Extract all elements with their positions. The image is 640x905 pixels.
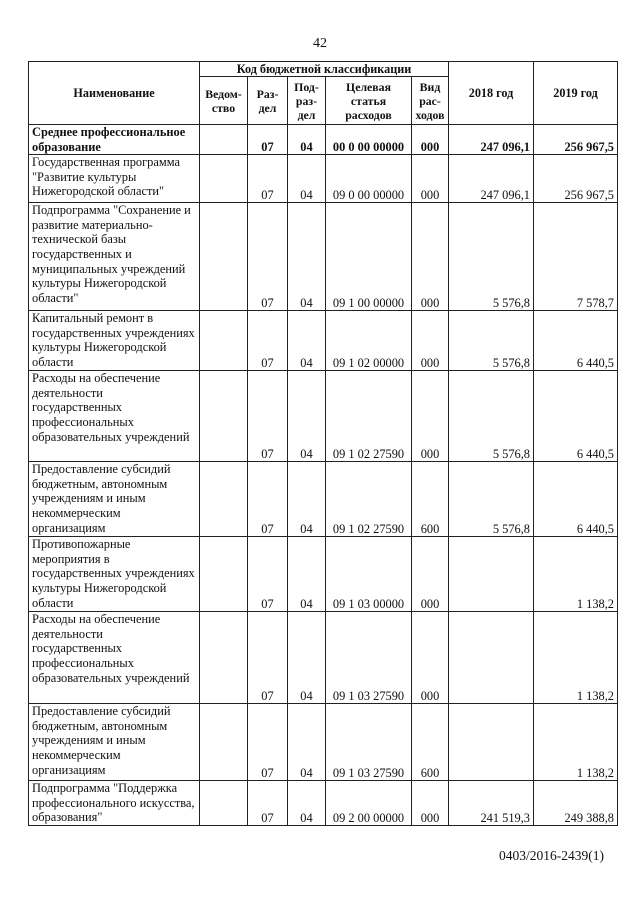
row-amount-2019-cell: 1 138,2 <box>534 704 618 781</box>
row-razdel-cell: 07 <box>248 704 288 781</box>
row-name-cell: Капитальный ремонт в государственных учреждениях культуры Нижегородской области <box>29 311 200 371</box>
row-razdel-cell: 07 <box>248 612 288 704</box>
row-expense-type-cell: 600 <box>412 704 449 781</box>
row-amount-2019-cell: 249 388,8 <box>534 781 618 826</box>
row-podrazdel-cell: 04 <box>288 371 326 462</box>
row-amount-2018-cell <box>449 704 534 781</box>
row-podrazdel-cell: 04 <box>288 537 326 612</box>
row-amount-2018-cell: 5 576,8 <box>449 203 534 311</box>
row-name-cell: Предоставление субсидий бюджетным, автономным учреждениям и иным некоммерческим организациям <box>29 462 200 537</box>
row-expense-type-cell: 000 <box>412 125 449 155</box>
row-name-cell: Государственная программа "Развитие культуры Нижегородской области" <box>29 155 200 203</box>
row-amount-2019-cell: 256 967,5 <box>534 155 618 203</box>
row-amount-2018-cell: 247 096,1 <box>449 125 534 155</box>
table-row <box>29 704 618 781</box>
row-vedomstvo-cell <box>200 612 248 704</box>
row-amount-2018-cell <box>449 612 534 704</box>
row-amount-2019-cell: 7 578,7 <box>534 203 618 311</box>
table-row <box>29 203 618 311</box>
row-razdel-cell: 07 <box>248 203 288 311</box>
row-target-article-cell: 09 1 03 00000 <box>326 537 412 612</box>
row-amount-2019-cell: 6 440,5 <box>534 311 618 371</box>
row-podrazdel-cell: 04 <box>288 612 326 704</box>
row-amount-2019-cell: 256 967,5 <box>534 125 618 155</box>
row-vedomstvo-cell <box>200 704 248 781</box>
row-name-cell: Противопожарные мероприятия в государственных учреждениях культуры Нижегородской области <box>29 537 200 612</box>
row-amount-2018-cell: 247 096,1 <box>449 155 534 203</box>
table-row <box>29 311 618 371</box>
row-name-cell: Среднее профессиональное образование <box>29 125 200 155</box>
row-expense-type-cell: 600 <box>412 462 449 537</box>
row-razdel-cell: 07 <box>248 462 288 537</box>
row-amount-2018-cell: 5 576,8 <box>449 371 534 462</box>
row-podrazdel-cell: 04 <box>288 203 326 311</box>
header-target-article: Целевая статья расходов <box>326 77 412 125</box>
table-row <box>29 371 618 462</box>
row-amount-2018-cell <box>449 537 534 612</box>
row-name-cell: Расходы на обеспечение деятельности государственных профессиональных образовательных учреждений <box>29 612 200 704</box>
row-razdel-cell: 07 <box>248 311 288 371</box>
header-expense-type: Вид рас-ходов <box>412 77 449 125</box>
header-podrazdel: Под-раз-дел <box>288 77 326 125</box>
header-year-2018: 2018 год <box>449 62 534 125</box>
row-target-article-cell: 09 1 03 27590 <box>326 704 412 781</box>
row-vedomstvo-cell <box>200 155 248 203</box>
row-razdel-cell: 07 <box>248 537 288 612</box>
row-razdel-cell: 07 <box>248 125 288 155</box>
row-name-cell: Подпрограмма "Поддержка профессионального искусства, образования" <box>29 781 200 826</box>
row-target-article-cell: 09 1 00 00000 <box>326 203 412 311</box>
row-target-article-cell: 09 2 00 00000 <box>326 781 412 826</box>
row-target-article-cell: 09 1 02 27590 <box>326 462 412 537</box>
row-expense-type-cell: 000 <box>412 311 449 371</box>
row-expense-type-cell: 000 <box>412 155 449 203</box>
header-budget-code-group: Код бюджетной классификации <box>200 62 449 77</box>
row-vedomstvo-cell <box>200 537 248 612</box>
row-name-cell: Подпрограмма "Сохранение и развитие материально-технической базы государственных и муниципальных учреждений культуры Нижегородской области" <box>29 203 200 311</box>
header-vedomstvo: Ведом-ство <box>200 77 248 125</box>
row-amount-2019-cell: 6 440,5 <box>534 462 618 537</box>
header-name: Наименование <box>29 62 200 125</box>
row-amount-2019-cell: 6 440,5 <box>534 371 618 462</box>
row-vedomstvo-cell <box>200 462 248 537</box>
row-podrazdel-cell: 04 <box>288 155 326 203</box>
row-podrazdel-cell: 04 <box>288 125 326 155</box>
row-vedomstvo-cell <box>200 203 248 311</box>
table-row <box>29 125 618 155</box>
row-expense-type-cell: 000 <box>412 371 449 462</box>
row-target-article-cell: 09 1 03 27590 <box>326 612 412 704</box>
row-amount-2018-cell: 241 519,3 <box>449 781 534 826</box>
row-podrazdel-cell: 04 <box>288 781 326 826</box>
table-row <box>29 537 618 612</box>
row-razdel-cell: 07 <box>248 781 288 826</box>
row-amount-2018-cell: 5 576,8 <box>449 311 534 371</box>
row-razdel-cell: 07 <box>248 155 288 203</box>
budget-table <box>28 61 618 826</box>
row-target-article-cell: 09 1 02 00000 <box>326 311 412 371</box>
row-vedomstvo-cell <box>200 371 248 462</box>
table-row <box>29 155 618 203</box>
document-code: 0403/2016-2439(1) <box>499 848 604 863</box>
table-row <box>29 612 618 704</box>
row-podrazdel-cell: 04 <box>288 311 326 371</box>
row-vedomstvo-cell <box>200 781 248 826</box>
row-amount-2018-cell: 5 576,8 <box>449 462 534 537</box>
row-expense-type-cell: 000 <box>412 203 449 311</box>
row-name-cell: Предоставление субсидий бюджетным, автономным учреждениям и иным некоммерческим организациям <box>29 704 200 781</box>
row-podrazdel-cell: 04 <box>288 462 326 537</box>
row-amount-2019-cell: 1 138,2 <box>534 612 618 704</box>
header-razdel: Раз-дел <box>248 77 288 125</box>
row-vedomstvo-cell <box>200 311 248 371</box>
page-number: 42 <box>313 36 327 51</box>
row-target-article-cell: 00 0 00 00000 <box>326 125 412 155</box>
row-expense-type-cell: 000 <box>412 612 449 704</box>
row-target-article-cell: 09 1 02 27590 <box>326 371 412 462</box>
header-year-2019: 2019 год <box>534 62 618 125</box>
row-target-article-cell: 09 0 00 00000 <box>326 155 412 203</box>
row-expense-type-cell: 000 <box>412 781 449 826</box>
table-row <box>29 462 618 537</box>
row-expense-type-cell: 000 <box>412 537 449 612</box>
row-amount-2019-cell: 1 138,2 <box>534 537 618 612</box>
row-podrazdel-cell: 04 <box>288 704 326 781</box>
row-name-cell: Расходы на обеспечение деятельности государственных профессиональных образовательных учреждений <box>29 371 200 462</box>
table-row <box>29 781 618 826</box>
table-body <box>29 125 618 826</box>
row-razdel-cell: 07 <box>248 371 288 462</box>
row-vedomstvo-cell <box>200 125 248 155</box>
